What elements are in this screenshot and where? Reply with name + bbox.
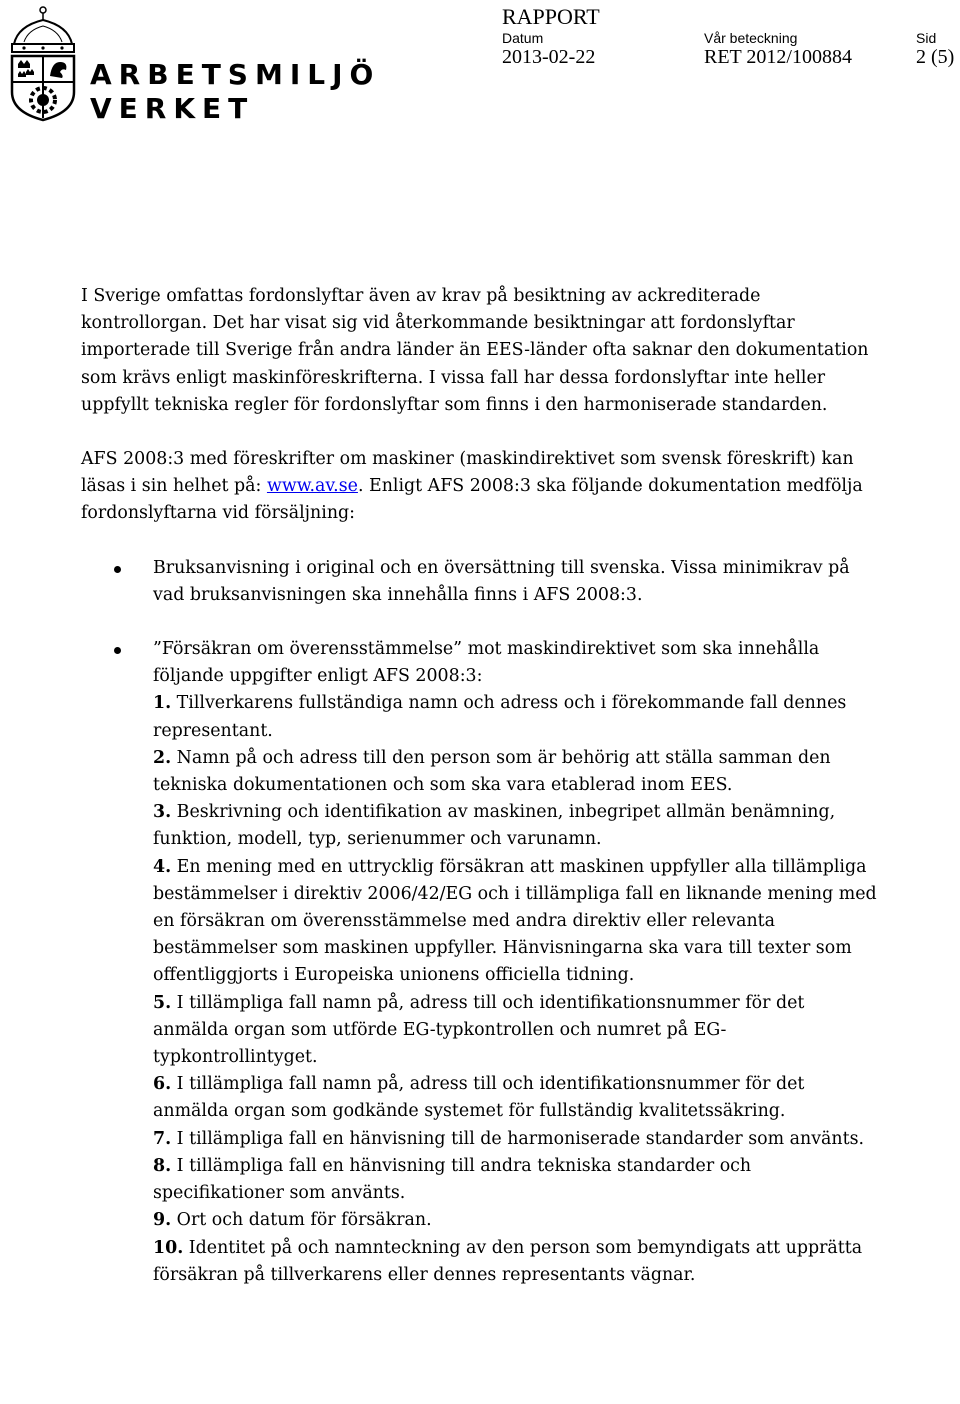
agency-name-line1: ARBETSMILJÖ xyxy=(90,58,381,91)
requirement-text: Ort och datum för försäkran. xyxy=(171,1210,432,1231)
requirement-item xyxy=(153,745,881,799)
requirement-text: Namn på och adress till den person som är behörig att ställa samman den tekniska dokumentationen och som ska vara etablerad inom EES. xyxy=(153,747,831,796)
requirement-number: 6. xyxy=(153,1074,172,1095)
requirement-item xyxy=(153,1071,881,1125)
document-body xyxy=(81,283,881,1289)
paragraph-afs-continued: . Enligt AFS 2008:3 ska följande dokumentation medfölja fordonslyftarna vid försäljning: xyxy=(81,476,863,524)
list-item xyxy=(81,636,881,1289)
requirement-item xyxy=(153,854,881,990)
paragraph-afs xyxy=(81,446,881,528)
bullet-icon xyxy=(114,647,121,654)
requirement-number: 2. xyxy=(153,747,172,768)
paragraph-afs-text: AFS 2008:3 med föreskrifter om maskiner (maskindirektivet som svensk föreskrift) kan läsas i sin helhet på: xyxy=(81,449,854,497)
requirement-number: 7. xyxy=(153,1128,172,1149)
date-label: Datum xyxy=(502,30,544,46)
requirement-text: I tillämpliga fall namn på, adress till och identifikationsnummer för det anmälda organ som utförde EG-typkontrollen och numret på EG-typkontrollintyget. xyxy=(153,992,805,1068)
requirement-number: 3. xyxy=(153,802,172,823)
requirement-number: 9. xyxy=(153,1210,172,1231)
requirement-text: Identitet på och namnteckning av den person som bemyndigats att upprätta försäkran på tillverkarens eller dennes representants vägnar. xyxy=(153,1237,863,1285)
crown-shield-emblem xyxy=(4,4,82,122)
requirement-item xyxy=(153,1126,881,1153)
requirement-item xyxy=(153,1235,881,1289)
reference-label: Vår beteckning xyxy=(704,30,798,46)
agency-name xyxy=(90,58,380,126)
list-item xyxy=(81,555,881,609)
requirement-number: 10. xyxy=(153,1237,184,1258)
requirement-number: 1. xyxy=(153,693,172,714)
requirement-item xyxy=(153,690,881,744)
requirement-item xyxy=(153,799,881,853)
requirement-item xyxy=(153,1207,881,1234)
requirement-text: I tillämpliga fall en hänvisning till andra tekniska standarder och specifikationer som använts. xyxy=(153,1155,752,1204)
list-item-text: Bruksanvisning i original och en översättning till svenska. Vissa minimikrav på vad bruksanvisningen ska innehålla finns i AFS 2008:3. xyxy=(153,557,850,605)
requirement-item xyxy=(153,1153,881,1207)
document-type: RAPPORT xyxy=(502,4,600,29)
requirement-text: Beskrivning och identifikation av maskinen, inbegripet allmän benämning, funktion, modell, typ, serienummer och varunamn. xyxy=(153,802,836,850)
requirement-text: Tillverkarens fullständiga namn och adress och i förekommande fall dennes representant. xyxy=(153,693,847,741)
page-label: Sid xyxy=(916,30,937,46)
requirement-text: I tillämpliga fall en hänvisning till de harmoniserade standarder som använts. xyxy=(171,1128,865,1149)
requirement-number: 5. xyxy=(153,992,172,1013)
date-value: 2013-02-22 xyxy=(502,46,596,68)
declaration-requirements xyxy=(153,690,881,1288)
bullet-icon xyxy=(114,566,121,573)
documentation-list xyxy=(81,555,881,1289)
paragraph-inspection: I Sverige omfattas fordonslyftar även av krav på besiktning av ackrediterade kontrollorgan. Det har visat sig vid återkommande besiktningar att fordonslyftar importerade till Sverige från andra länder än EES-länder ofta saknar den dokumentation som krävs enligt maskinföreskrifterna. I vissa fall har dessa fordonslyftar inte heller uppfyllt tekniska regler för fordonslyftar som finns i den harmoniserade standarden. xyxy=(81,286,869,415)
page-value: 2 (5) xyxy=(916,46,955,68)
requirement-number: 8. xyxy=(153,1155,172,1176)
requirement-item xyxy=(153,990,881,1072)
requirement-text: En mening med en uttrycklig försäkran att maskinen uppfyller alla tillämpliga bestämmelser i direktiv 2006/42/EG och i tillämpliga fall en liknande mening med en försäkran om överensstämmelse med andra direktiv eller relevanta bestämmelser som maskinen uppfyller. Hänvisningarna ska vara till texter som offentliggjorts i Europeiska unionens officiella tidning. xyxy=(153,856,877,986)
requirement-number: 4. xyxy=(153,856,172,877)
requirement-text: I tillämpliga fall namn på, adress till och identifikationsnummer för det anmälda organ som godkände systemet för fullständig kvalitetssäkring. xyxy=(153,1074,805,1122)
agency-name-line2: VERKET xyxy=(90,92,255,125)
av-website-link[interactable]: www.av.se xyxy=(266,476,358,497)
reference-value: RET 2012/100884 xyxy=(704,46,852,68)
list-item-text: ”Försäkran om överensstämmelse” mot maskindirektivet som ska innehålla följande uppgifter enligt AFS 2008:3: xyxy=(153,639,820,687)
agency-logo xyxy=(4,4,381,125)
